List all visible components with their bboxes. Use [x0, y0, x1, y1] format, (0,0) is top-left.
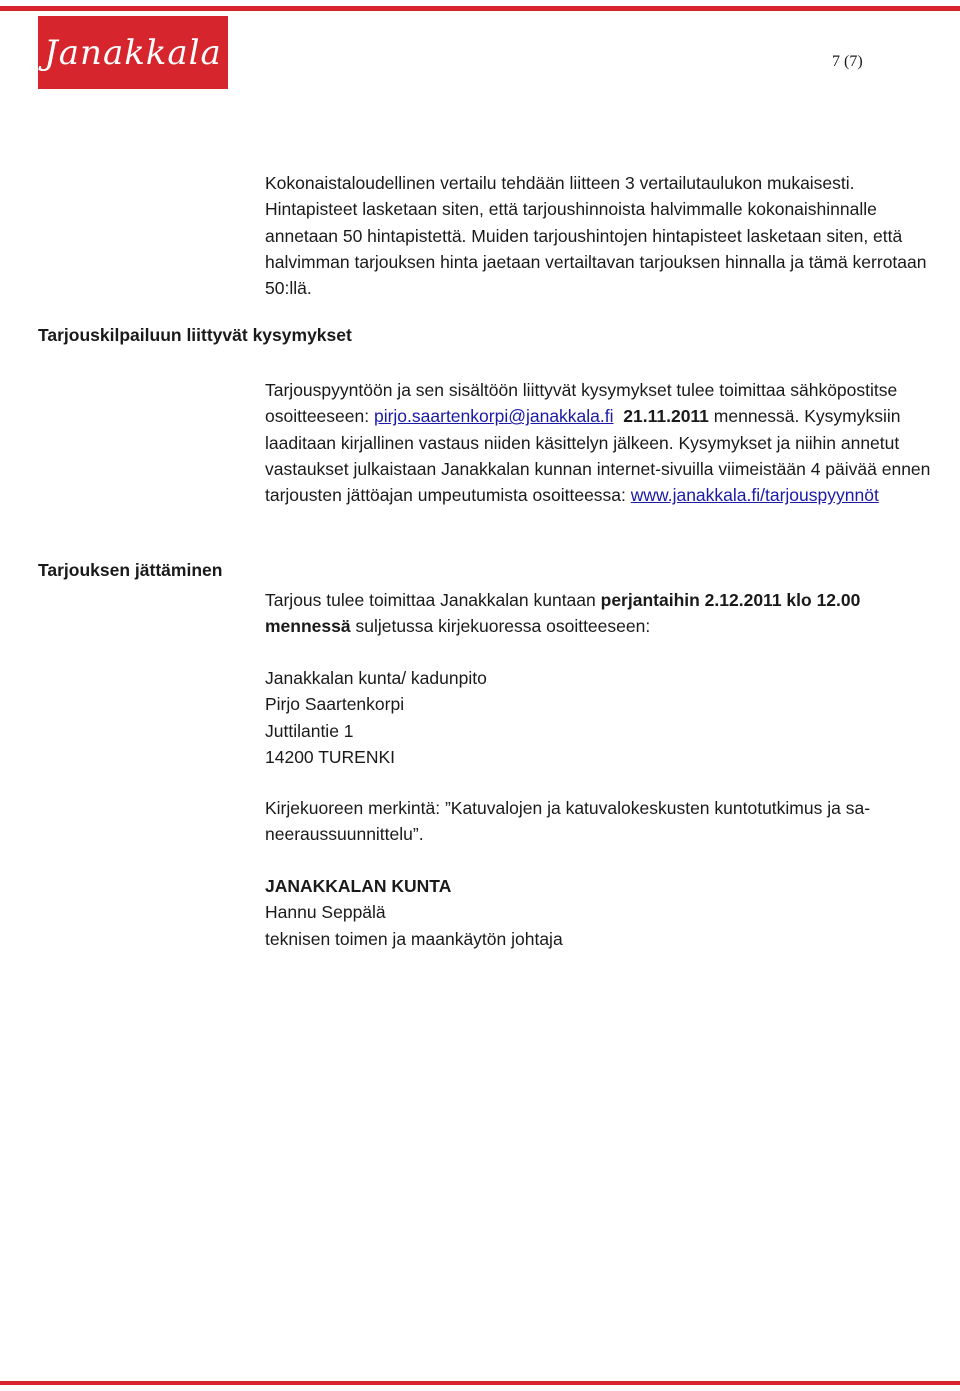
top-rule: [0, 6, 960, 11]
submission-intro: Tarjous tulee toimittaa Janakkalan kuntaan: [265, 590, 601, 610]
address-line: Juttilantie 1: [265, 720, 354, 741]
envelope-note: [265, 795, 945, 848]
questions-deadline: 21.11.2011: [623, 406, 709, 427]
questions-paragraph: [265, 377, 945, 508]
submission-text: [265, 587, 945, 640]
envelope-note-text: Kirjekuoreen merkintä: ”Katuvalojen ja katuvalokeskusten kuntotutkimus ja sa-neeraussuunnittelu”.: [265, 798, 871, 845]
submission-deadline: perjantaihin 2.12.2011 klo 12.00 mennessä: [265, 590, 861, 637]
logo-text: Janakkala: [44, 32, 222, 73]
submission-paragraph: [265, 587, 945, 640]
address-line: 14200 TURENKI: [265, 746, 396, 767]
address-line: Pirjo Saartenkorpi: [265, 694, 405, 715]
questions-intro: Tarjouspyyntöön ja sen sisältöön liittyvät kysymykset tulee toimittaa sähköpostitse osoitteeseen:: [265, 380, 898, 427]
signature-title: teknisen toimen ja maankäytön johtaja: [265, 928, 563, 949]
delivery-address: [265, 665, 945, 770]
submission-heading: Tarjouksen jättäminen: [38, 560, 223, 580]
bottom-rule: [0, 1381, 960, 1385]
tender-url-link[interactable]: www.janakkala.fi/tarjouspyynnöt: [630, 485, 879, 506]
email-link[interactable]: pirjo.saartenkorpi@janakkala.fi: [373, 406, 614, 427]
questions-text: [265, 377, 945, 508]
signature-name: Hannu Seppälä: [265, 902, 386, 923]
signature-block: [265, 873, 945, 952]
comparison-text: Kokonaistaloudellinen vertailu tehdään liitteen 3 vertailutaulukon mukaisesti. Hintapisteet lasketaan siten, että tarjoushinnoista halvimmalle kokonaishinnalle annetaan 50 hintapistettä. Muiden tarjoushintojen hintapisteet lasketaan siten, että halvimman tarjouksen hinta jaetaan vertailtavan tarjouksen hinnalla ja tämä kerrotaan 50:llä.: [265, 173, 927, 299]
questions-after-deadline: mennessä. Kysymyksiin laaditaan kirjallinen vastaus niiden käsittelyn jälkeen. Kysymykset ja niihin annetut vastaukset julkaistaan Janakkalan kunnan internet-sivuilla viimeistään 4 päivää ennen tarjousten jättöajan umpeutumista osoitteessa:: [265, 406, 931, 506]
address-line: Janakkalan kunta/ kadunpito: [265, 668, 487, 688]
comparison-paragraph: [265, 170, 945, 301]
page-number: 7 (7): [832, 53, 863, 70]
questions-heading: Tarjouskilpailuun liittyvät kysymykset: [38, 325, 352, 345]
signature-org: JANAKKALAN KUNTA: [265, 876, 452, 896]
janakkala-logo: [38, 16, 228, 89]
submission-after: suljetussa kirjekuoressa osoitteeseen:: [350, 616, 651, 637]
